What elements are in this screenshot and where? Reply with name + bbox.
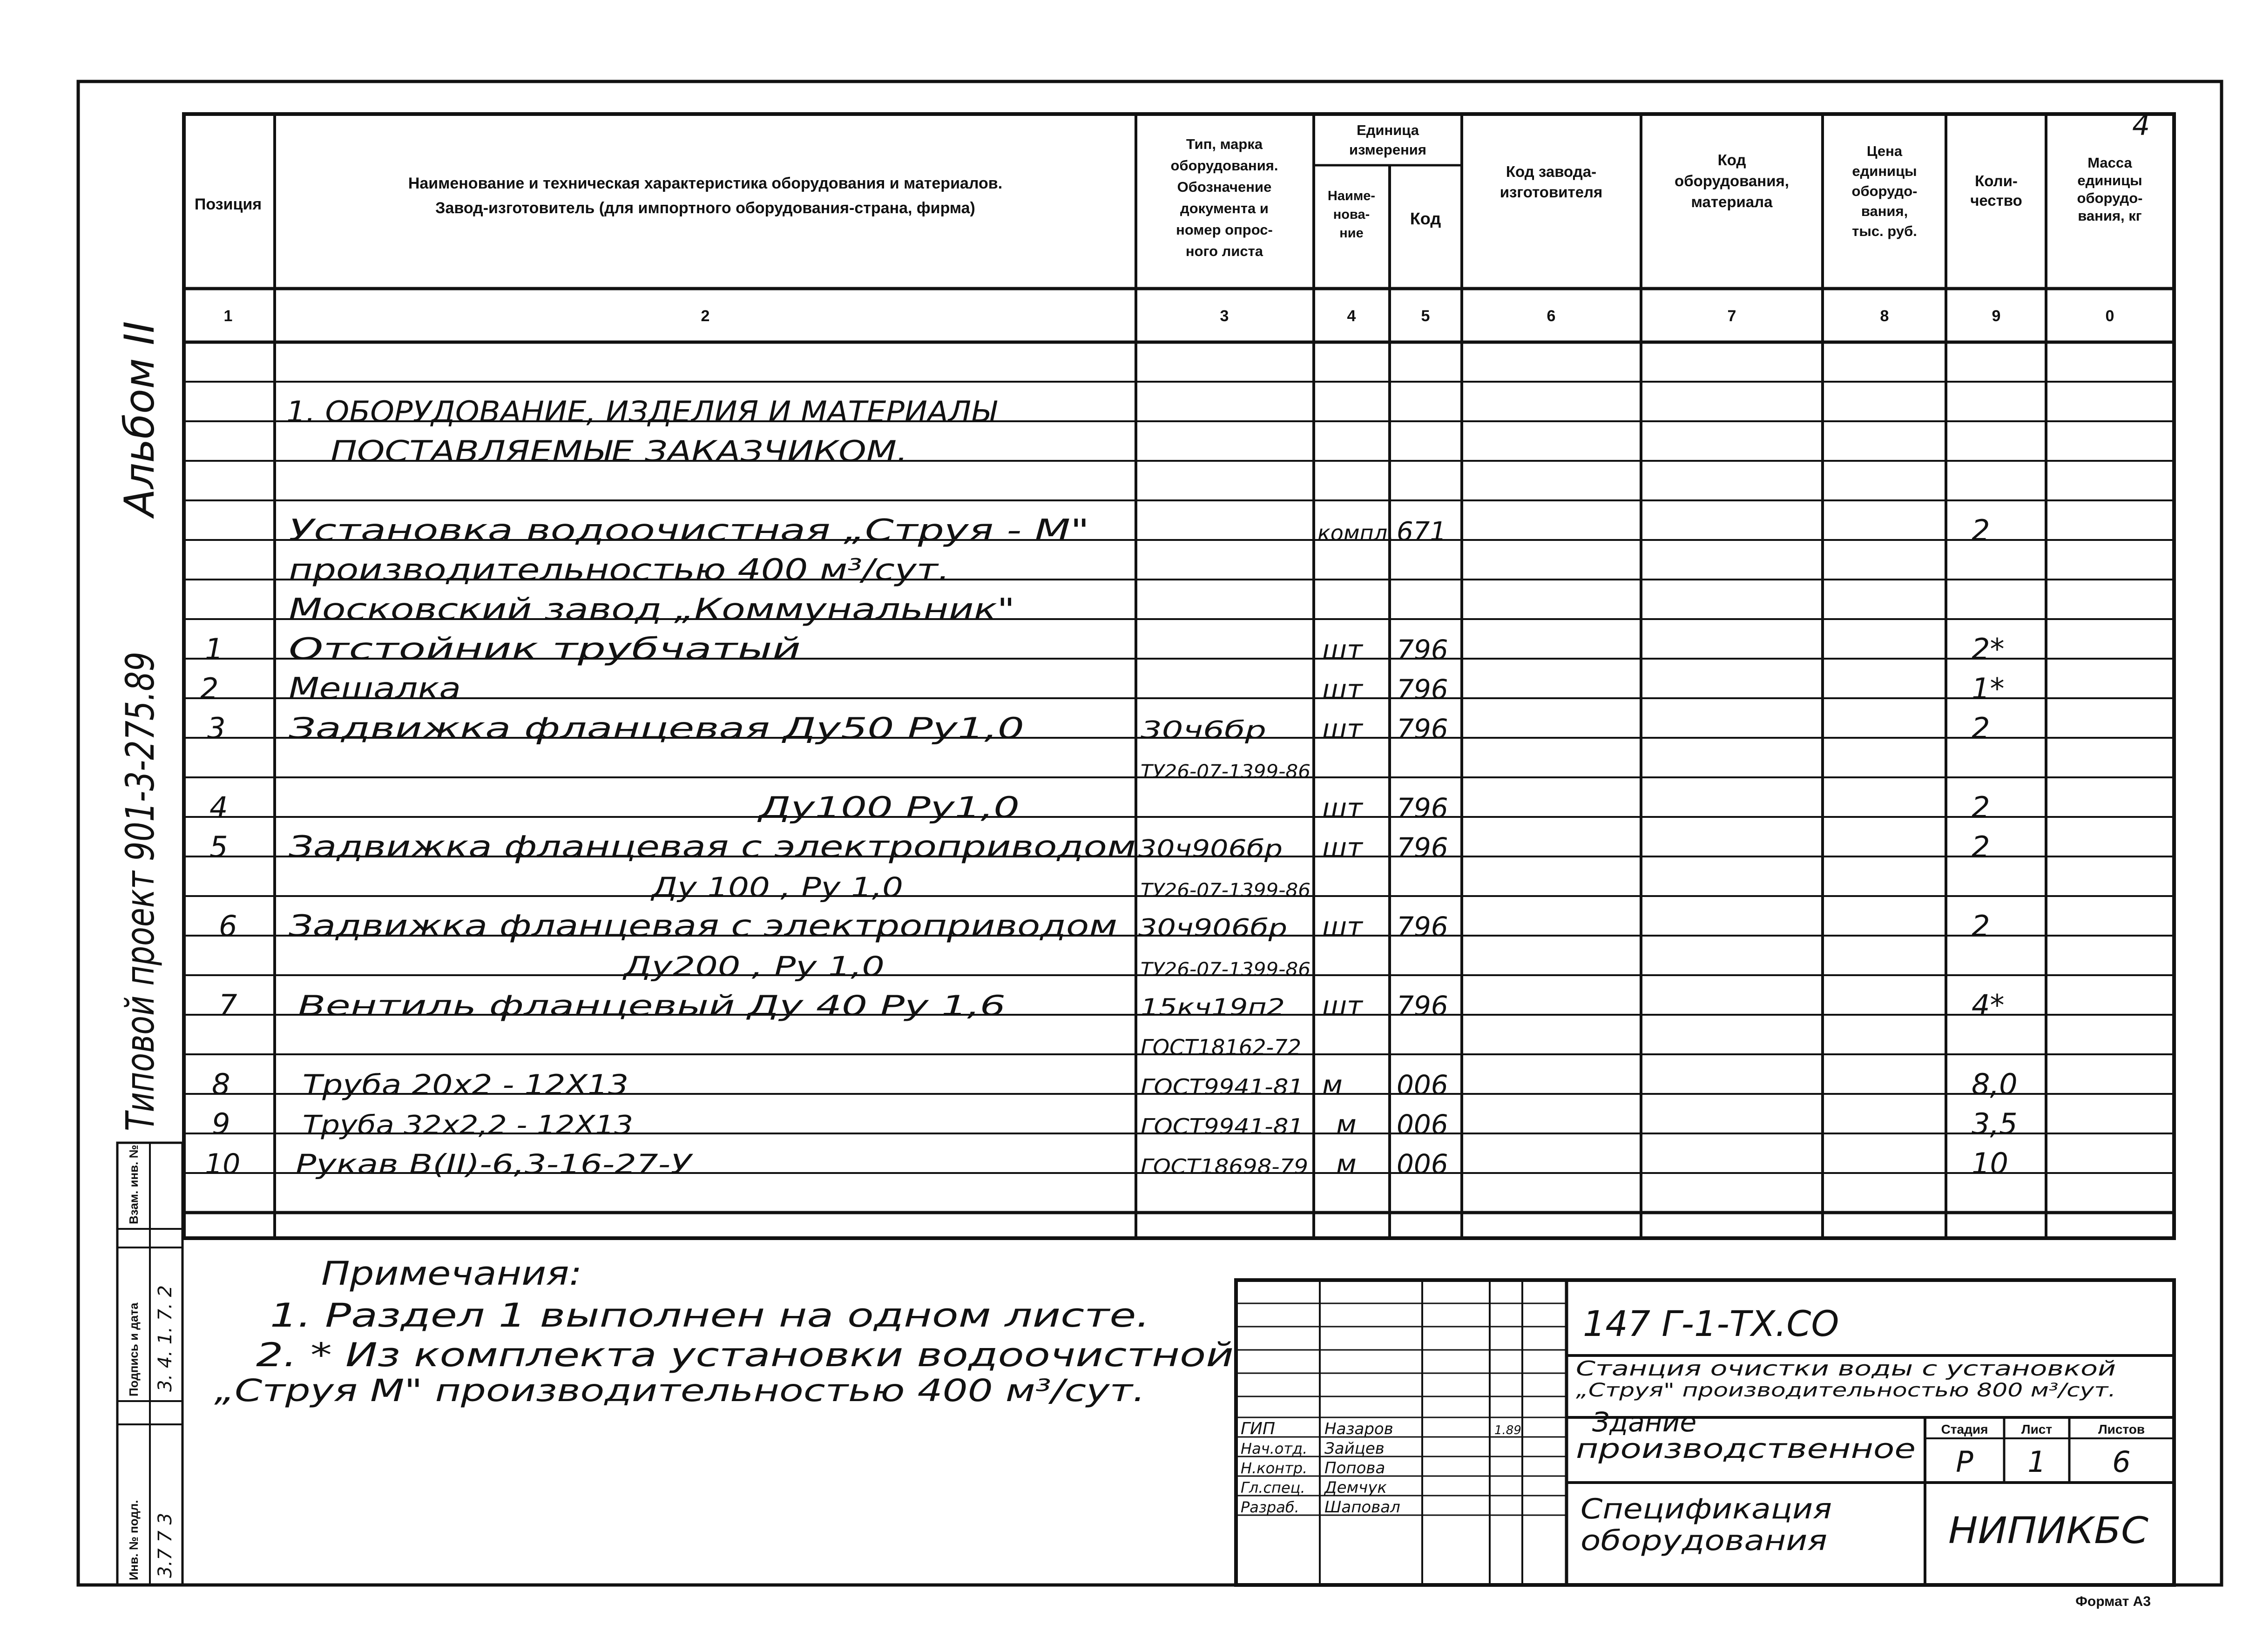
row-position: 5 xyxy=(209,830,228,864)
header-mass-0: Масса xyxy=(2087,155,2132,171)
signer-name: Попова xyxy=(1324,1459,1385,1477)
row-type: ГОСТ9941-81 xyxy=(1141,1074,1304,1099)
object-line-1: Станция очистки воды с установкой xyxy=(1576,1357,2116,1381)
row-position: 8 xyxy=(212,1067,230,1101)
header-price-4: тыс. руб. xyxy=(1852,223,1917,239)
row-code: 671 xyxy=(1397,517,1446,547)
row-qty: 2 xyxy=(1972,830,1990,864)
signer-role: Нач.отд. xyxy=(1241,1440,1308,1457)
header-price-2: оборудо- xyxy=(1851,183,1918,199)
row-name: производительностью 400 м³/сут. xyxy=(289,553,950,587)
col-number-9: 9 xyxy=(1992,307,2001,325)
col-number-5: 5 xyxy=(1421,307,1430,325)
sheet-label: Лист xyxy=(2021,1422,2053,1436)
row-type: 30ч906бр xyxy=(1138,914,1287,942)
header-unit-name-0: Наиме- xyxy=(1327,189,1376,203)
row-qty: 3,5 xyxy=(1972,1107,2018,1141)
table-row xyxy=(289,513,1990,548)
sheet-value: 1 xyxy=(2027,1445,2046,1479)
signer-name: Назаров xyxy=(1324,1420,1393,1438)
corner-number: 4 xyxy=(2132,109,2150,142)
header-type-0: Тип, марка xyxy=(1186,136,1263,152)
signer-row xyxy=(1241,1419,1521,1438)
row-name: Ду 100 , Ру 1,0 xyxy=(650,871,903,903)
row-type: ТУ26-07-1399-86 xyxy=(1141,880,1310,901)
header-mass-2: оборудо- xyxy=(2077,190,2143,206)
table-row xyxy=(205,1146,2008,1180)
row-unit: м xyxy=(1336,1148,1357,1180)
stamp-value-inv: 3.7 7 3 xyxy=(155,1513,176,1578)
table-row xyxy=(207,711,1990,745)
table-row xyxy=(622,951,1310,982)
header-unit-code: Код xyxy=(1410,209,1441,228)
col-number-1: 1 xyxy=(223,307,233,325)
object-line-2: „Струя" производительностью 800 м³/сут. xyxy=(1576,1380,2116,1401)
signer-name: Зайцев xyxy=(1324,1439,1385,1458)
note-line-3: „Струя М" производительностью 400 м³/сут. xyxy=(214,1373,1145,1409)
signer-role: Разраб. xyxy=(1241,1498,1299,1516)
signer-row xyxy=(1241,1459,1385,1477)
row-name: Рукав В(II)-6,3-16-27-У xyxy=(296,1148,694,1180)
stamp-value-sign: 3. 4. 1. 7. 2 xyxy=(155,1285,176,1392)
row-name: Отстойник трубчатый xyxy=(289,632,801,667)
header-qty-0: Коли- xyxy=(1975,172,2018,189)
signer-row xyxy=(1241,1478,1387,1497)
row-code: 006 xyxy=(1397,1109,1448,1140)
row-qty: 2 xyxy=(1972,513,1990,547)
row-code: 796 xyxy=(1397,713,1448,745)
row-position: 10 xyxy=(205,1148,241,1180)
format-label: Формат A3 xyxy=(2075,1594,2151,1609)
table-row xyxy=(289,553,950,587)
row-qty: 2 xyxy=(1972,711,1990,745)
row-unit: м xyxy=(1322,1069,1343,1101)
col-number-10: 0 xyxy=(2105,307,2114,325)
row-position: 4 xyxy=(209,790,228,824)
row-unit: шт xyxy=(1322,792,1363,824)
row-unit: компл. xyxy=(1317,520,1394,546)
doc-code: 147 Г-1-ТХ.СО xyxy=(1583,1303,1839,1344)
header-type-2: Обозначение xyxy=(1177,179,1272,195)
table-row xyxy=(200,672,2004,706)
row-type: ТУ26-07-1399-86 xyxy=(1141,761,1310,782)
col-number-8: 8 xyxy=(1880,307,1889,325)
row-type: ГОСТ9941-81 xyxy=(1141,1114,1304,1139)
stamp-cell-replace: Взам. инв. № xyxy=(127,1145,141,1224)
table-row xyxy=(1141,761,1310,782)
organization-name: НИПИКБС xyxy=(1948,1510,2149,1552)
row-type: 30ч906бр xyxy=(1138,835,1283,863)
table-row xyxy=(289,593,1015,627)
row-code: 796 xyxy=(1397,792,1448,824)
header-equip-code-0: Код xyxy=(1717,151,1746,169)
header-equip-code-1: оборудования, xyxy=(1675,172,1789,189)
signer-date: 1.89 xyxy=(1494,1423,1521,1437)
row-unit: шт xyxy=(1322,634,1363,666)
building-line-2: производственное xyxy=(1576,1433,1916,1464)
row-position: 1 xyxy=(205,632,223,666)
row-qty: 10 xyxy=(1972,1146,2008,1180)
stamp-cell-inv: Инв. № подл. xyxy=(127,1500,141,1580)
header-mass-3: вания, кг xyxy=(2078,208,2142,224)
table-row xyxy=(212,1067,2018,1101)
row-name: 1. ОБОРУДОВАНИЕ, ИЗДЕЛИЯ И МАТЕРИАЛЫ xyxy=(286,395,998,429)
album-label: Альбом II xyxy=(115,320,163,517)
doc-title-line-2: оборудования xyxy=(1581,1524,1827,1557)
row-name: ПОСТАВЛЯЕМЫЕ ЗАКАЗЧИКОМ. xyxy=(331,434,908,468)
sheets-label: Листов xyxy=(2098,1422,2145,1436)
row-qty: 8,0 xyxy=(1972,1067,2018,1101)
table-row xyxy=(212,1107,2018,1141)
header-type-1: оборудования. xyxy=(1170,157,1278,174)
signer-name: Демчук xyxy=(1324,1478,1387,1497)
header-mass-1: единицы xyxy=(2077,172,2142,189)
row-name: Задвижка фланцевая с электроприводом xyxy=(289,830,1136,864)
row-qty: 2 xyxy=(1972,909,1990,943)
row-code: 796 xyxy=(1397,911,1448,943)
header-equip-code-2: материала xyxy=(1691,193,1773,210)
row-position: 7 xyxy=(219,988,237,1022)
header-price-3: вания, xyxy=(1861,203,1908,219)
row-code: 796 xyxy=(1397,674,1448,705)
row-name: Задвижка фланцевая Ду50 Ру1,0 xyxy=(289,711,1024,745)
doc-title-line-1: Спецификация xyxy=(1581,1493,1832,1525)
header-unit-name-2: ние xyxy=(1339,226,1364,241)
header-name-line1: Наименование и техническая характеристика оборудования и материалов. xyxy=(408,175,1003,192)
stage-label: Стадия xyxy=(1941,1422,1988,1436)
row-position: 2 xyxy=(200,672,219,706)
row-unit: шт xyxy=(1322,990,1363,1022)
table-row xyxy=(650,871,1310,903)
signer-role: Н.контр. xyxy=(1241,1459,1308,1477)
table-row xyxy=(205,632,2004,667)
header-unit-1: измерения xyxy=(1349,142,1426,158)
header-type-4: номер опрос- xyxy=(1176,222,1273,238)
header-type-5: ного листа xyxy=(1185,243,1263,259)
side-stamp xyxy=(117,1143,182,1585)
signer-name: Шаповал xyxy=(1324,1498,1400,1517)
table-row xyxy=(209,790,1990,824)
header-qty-1: чество xyxy=(1970,192,2022,209)
note-line-2: 2. * Из комплекта установки водоочистной xyxy=(256,1336,1234,1374)
row-type: ТУ26-07-1399-86 xyxy=(1141,959,1310,980)
table-row xyxy=(1141,1035,1301,1060)
project-label: Типовой проект 901-3-275.89 xyxy=(117,526,163,1131)
sheets-value: 6 xyxy=(2112,1445,2131,1479)
header-unit-name-1: нова- xyxy=(1333,207,1370,222)
table-row xyxy=(219,988,2004,1022)
col-number-4: 4 xyxy=(1347,307,1356,325)
table-row xyxy=(331,434,908,468)
row-name: Труба 32х2,2 - 12Х13 xyxy=(303,1110,633,1140)
signer-role: ГИП xyxy=(1241,1419,1276,1438)
col-number-2: 2 xyxy=(701,307,710,325)
stage-value: Р xyxy=(1956,1445,1973,1479)
col-number-6: 6 xyxy=(1547,307,1556,325)
row-code: 006 xyxy=(1397,1069,1448,1101)
notes xyxy=(214,1254,1234,1409)
header-price-1: единицы xyxy=(1852,163,1917,179)
row-name: Мешалка xyxy=(289,672,461,706)
header-position: Позиция xyxy=(194,196,262,213)
header-maker-0: Код завода- xyxy=(1506,163,1597,180)
row-qty: 2* xyxy=(1972,632,2005,666)
row-type: 30ч6бр xyxy=(1141,716,1266,744)
row-name: Ду100 Ру1,0 xyxy=(757,790,1020,824)
header-unit-0: Единица xyxy=(1357,122,1419,138)
table-row xyxy=(286,395,998,429)
row-unit: шт xyxy=(1322,832,1363,863)
row-name: Установка водоочистная „Струя - М" xyxy=(289,513,1089,548)
col-number-3: 3 xyxy=(1220,307,1229,325)
building-line-1: Здание xyxy=(1592,1406,1697,1438)
row-name: Вентиль фланцевый Ду 40 Ру 1,6 xyxy=(298,990,1006,1022)
row-name: Труба 20х2 - 12Х13 xyxy=(303,1069,628,1101)
header-type-3: документа и xyxy=(1180,200,1269,216)
row-code: 796 xyxy=(1397,634,1448,666)
row-type: ГОСТ18162-72 xyxy=(1141,1035,1301,1060)
header-price-0: Цена xyxy=(1866,143,1903,159)
row-name: Ду200 , Ру 1,0 xyxy=(622,951,885,982)
col-number-7: 7 xyxy=(1727,307,1736,325)
signer-role: Гл.спец. xyxy=(1241,1479,1305,1497)
row-qty: 1* xyxy=(1972,672,2005,706)
stamp-cell-sign: Подпись и дата xyxy=(127,1302,141,1396)
notes-title: Примечания: xyxy=(321,1254,582,1293)
row-unit: шт xyxy=(1322,911,1363,943)
row-unit: шт xyxy=(1322,713,1363,745)
row-position: 9 xyxy=(212,1107,230,1141)
row-code: 796 xyxy=(1397,990,1448,1022)
header-maker-1: изготовителя xyxy=(1499,183,1603,201)
row-code: 796 xyxy=(1397,832,1448,863)
title-block xyxy=(1236,1280,2174,1585)
row-position: 6 xyxy=(219,909,237,943)
row-position: 3 xyxy=(207,711,226,745)
row-code: 006 xyxy=(1397,1148,1448,1180)
header-name-line2: Завод-изготовитель (для импортного оборудования-страна, фирма) xyxy=(435,199,975,217)
row-qty: 2 xyxy=(1972,790,1990,824)
row-unit: шт xyxy=(1322,674,1363,705)
row-type: ГОСТ18698-79 xyxy=(1141,1155,1308,1179)
signer-row xyxy=(1241,1439,1385,1458)
table-row xyxy=(209,830,1990,864)
row-qty: 4* xyxy=(1972,988,2005,1022)
table-row xyxy=(219,909,1990,944)
row-name: Московский завод „Коммунальник" xyxy=(289,593,1015,627)
row-name: Задвижка фланцевая с электроприводом xyxy=(289,909,1117,944)
row-unit: м xyxy=(1336,1109,1357,1140)
row-type: 15кч19п2 xyxy=(1141,994,1285,1021)
note-line-1: 1. Раздел 1 выполнен на одном листе. xyxy=(270,1296,1150,1335)
